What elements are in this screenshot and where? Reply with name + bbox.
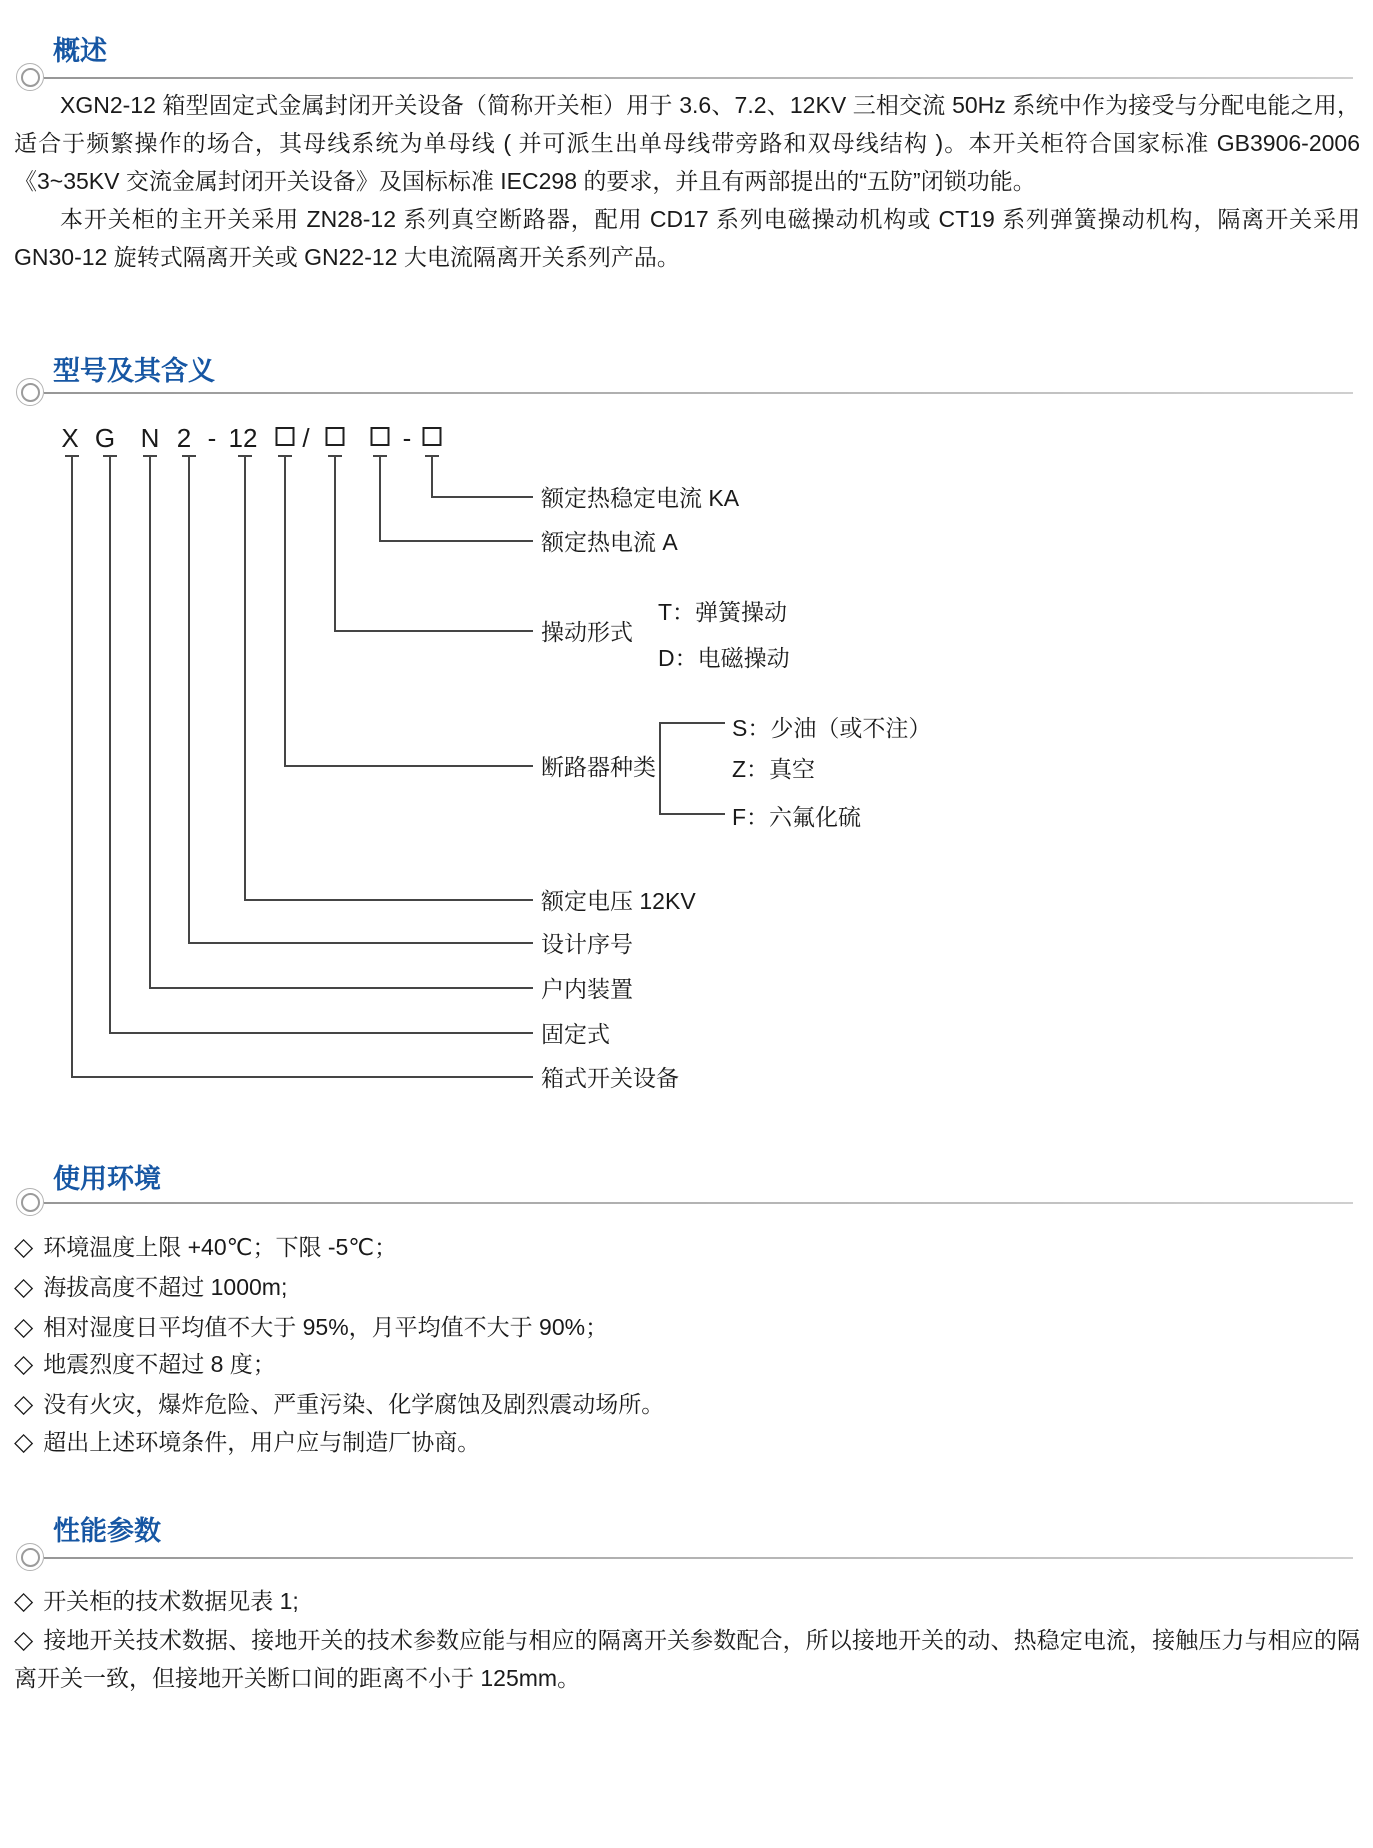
- diagram-connector: [379, 540, 533, 542]
- diamond-bullet-icon: ◇: [14, 1233, 34, 1261]
- model-code-placeholder-box: [423, 427, 442, 446]
- diamond-bullet-icon: ◇: [14, 1350, 34, 1378]
- section-marker-icon: [16, 1543, 44, 1571]
- section-title-model: 型号及其含义: [53, 356, 215, 386]
- model-code-placeholder-box: [276, 427, 295, 446]
- section-title-performance: 性能参数: [53, 1516, 161, 1546]
- label-rated-thermal-stability-current: 额定热稳定电流 KA: [541, 485, 740, 511]
- diagram-connector: [431, 496, 533, 498]
- diagram-connector: [71, 1076, 533, 1078]
- diamond-bullet-icon: ◇: [14, 1428, 34, 1456]
- environment-item-text: 超出上述环境条件，用户应与制造厂协商。: [43, 1429, 481, 1455]
- label-rated-thermal-current: 额定热电流 A: [541, 529, 678, 555]
- environment-item-text: 相对湿度日平均值不大于 95%，月平均值不大于 90%；: [43, 1314, 609, 1340]
- model-code-placeholder-box: [326, 427, 345, 446]
- section-rule: [44, 77, 1353, 79]
- section-marker-icon: [16, 63, 44, 91]
- environment-item: [14, 1385, 1360, 1423]
- label-breaker-type: 断路器种类: [541, 754, 656, 780]
- diagram-connector: [284, 457, 286, 767]
- option-vacuum: Z：真空: [732, 756, 816, 782]
- diagram-connector: [109, 457, 111, 1034]
- environment-item-text: 环境温度上限 +40℃；下限 -5℃；: [43, 1234, 398, 1260]
- diagram-connector: [188, 942, 533, 944]
- label-design-serial: 设计序号: [541, 931, 633, 957]
- diagram-connector: [149, 987, 533, 989]
- model-code-token: 2: [176, 423, 192, 453]
- environment-item: [14, 1268, 1360, 1306]
- diamond-bullet-icon: ◇: [14, 1273, 34, 1301]
- section-rule: [44, 1557, 1353, 1559]
- model-code-token: /: [302, 423, 310, 453]
- option-sf6: F：六氟化硫: [732, 804, 862, 830]
- label-box-switchgear: 箱式开关设备: [541, 1065, 679, 1091]
- option-electromagnetic-operation: D：电磁操动: [658, 645, 790, 671]
- diagram-connector: [188, 457, 190, 944]
- diamond-bullet-icon: ◇: [14, 1390, 34, 1418]
- diamond-bullet-icon: ◇: [14, 1313, 34, 1341]
- diagram-connector: [149, 457, 151, 989]
- label-indoor-device: 户内装置: [541, 976, 633, 1002]
- model-code-placeholder-box: [371, 427, 390, 446]
- performance-item-text: 开关柜的技术数据见表 1;: [43, 1588, 299, 1614]
- diagram-bracket: [659, 722, 661, 815]
- diamond-bullet-icon: ◇: [14, 1587, 34, 1615]
- diagram-connector: [379, 457, 381, 542]
- section-marker-icon: [16, 1188, 44, 1216]
- diagram-connector: [244, 899, 533, 901]
- diagram-connector: [71, 457, 73, 1078]
- model-code-token: -: [207, 423, 217, 453]
- overview-paragraph-1: XGN2-12 箱型固定式金属封闭开关设备（简称开关柜）用于 3.6、7.2、12KV 三相交流 50Hz 系统中作为接受与分配电能之用，适合于频繁操作的场合，其母线系统为单母线 ( 并可派生出单母线带旁路和双母线结构 )。本开关柜符合国家标准 GB3906-2006《3~35KV 交流金属封闭开关设备》及国标标准 IEC298 的要求，并且有两部提出的“五防”闭锁功能。: [14, 92, 1360, 194]
- overview-paragraph-2: 本开关柜的主开关采用 ZN28-12 系列真空断路器，配用 CD17 系列电磁操动机构或 CT19 系列弹簧操动机构，隔离开关采用 GN30-12 旋转式隔离开关或 GN22-12 大电流隔离开关系列产品。: [14, 206, 1360, 270]
- diamond-bullet-icon: ◇: [14, 1626, 34, 1654]
- section-marker-icon: [16, 378, 44, 406]
- environment-item: [14, 1345, 1360, 1383]
- environment-item-text: 没有火灾，爆炸危险、严重污染、化学腐蚀及剧烈震动场所。: [43, 1391, 665, 1417]
- model-code-token: N: [140, 423, 160, 453]
- label-operating-mode: 操动形式: [541, 619, 633, 645]
- model-code-token: 12: [228, 423, 258, 453]
- performance-item: [14, 1582, 1360, 1620]
- model-code-token: -: [402, 423, 412, 453]
- performance-item-text: 接地开关技术数据、接地开关的技术参数应能与相应的隔离开关参数配合，所以接地开关的动、热稳定电流，接触压力与相应的隔离开关一致，但接地开关断口间的距离不小于 125mm。: [14, 1627, 1360, 1691]
- performance-item: [14, 1621, 1360, 1697]
- diagram-connector: [334, 630, 533, 632]
- environment-item: [14, 1308, 1360, 1346]
- option-minimum-oil: S：少油（或不注）: [732, 715, 932, 741]
- diagram-bracket: [659, 813, 725, 815]
- option-spring-operation: T：弹簧操动: [658, 599, 788, 625]
- section-rule: [44, 1202, 1353, 1204]
- label-fixed-type: 固定式: [541, 1021, 610, 1047]
- section-title-overview: 概述: [53, 36, 107, 66]
- diagram-connector: [284, 765, 533, 767]
- diagram-connector: [109, 1032, 533, 1034]
- diagram-connector: [244, 457, 246, 901]
- model-code-token: G: [94, 423, 116, 453]
- environment-item: [14, 1228, 1360, 1266]
- section-title-environment: 使用环境: [53, 1164, 161, 1194]
- diagram-bracket: [659, 722, 725, 724]
- environment-item-text: 地震烈度不超过 8 度；: [43, 1351, 276, 1377]
- section-rule: [44, 392, 1353, 394]
- overview-paragraphs: [14, 86, 1360, 276]
- label-rated-voltage: 额定电压 12KV: [541, 888, 696, 914]
- diagram-connector: [334, 457, 336, 632]
- environment-item: [14, 1423, 1360, 1461]
- diagram-connector: [431, 457, 433, 498]
- model-code-token: X: [61, 423, 79, 453]
- environment-item-text: 海拔高度不超过 1000m;: [43, 1274, 288, 1300]
